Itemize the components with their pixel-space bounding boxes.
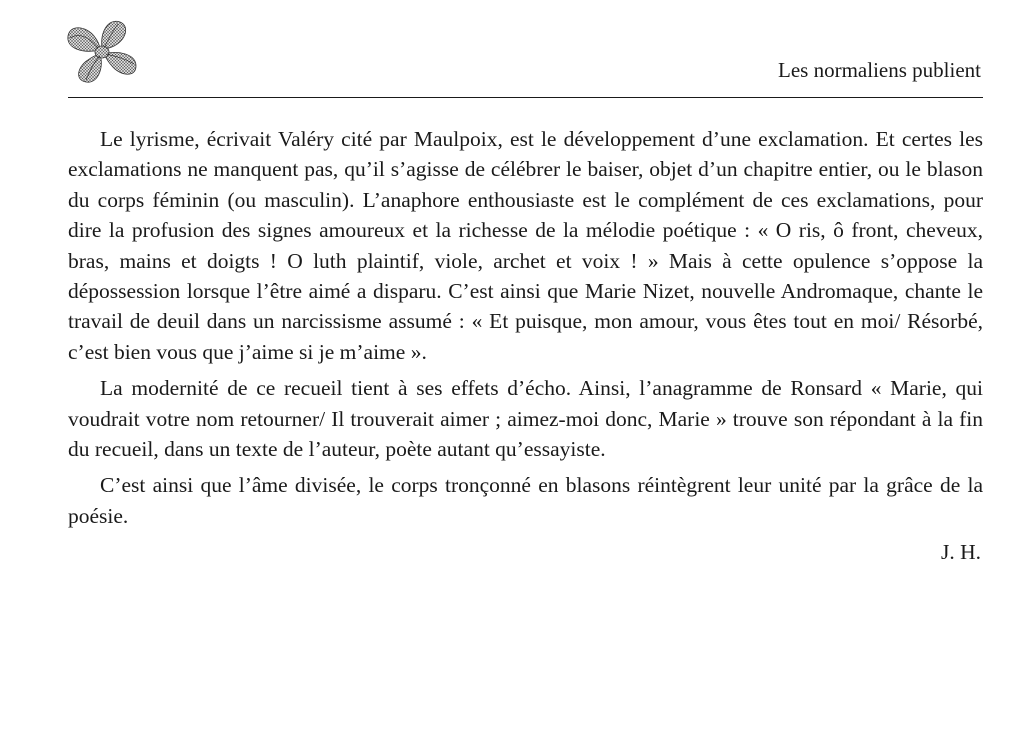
header-rule [68, 97, 983, 98]
article-body [68, 124, 983, 568]
paragraph: C’est ainsi que l’âme divisée, le corps tronçonné en blasons réintègrent leur unité par la grâce de la poésie. [68, 473, 983, 528]
knot-surface-icon [60, 14, 144, 90]
author-signature: J. H. [940, 540, 981, 565]
paragraph: Le lyrisme, écrivait Valéry cité par Maulpoix, est le développement d’une exclamation. Et certes les exclamations ne manquent pas, qu’il s’agisse de célébrer le baiser, objet d’un chapitre entier, ou le blason du corps féminin (ou masculin). L’anaphore enthousiaste est le complément de ces exclamations, pour dire la profusion des signes amoureux et la richesse de la mélodie poétique : « O ris, ô front, cheveux, bras, mains et doigts ! O luth plaintif, viole, archet et voix ! » Mais à cette opulence s’oppose la dépossession lorsque l’être aimé a disparu. C’est ainsi que Marie Nizet, nouvelle Andromaque, chante le travail de deuil dans un narcissisme assumé : « Et puisque, mon amour, vous êtes tout en moi/ Résorbé, c’est bien vous que j’aime si je m’aime ». [68, 127, 983, 364]
running-header: Les normaliens publient [778, 58, 981, 82]
paragraph: La modernité de ce recueil tient à ses effets d’écho. Ainsi, l’anagramme de Ronsard « Marie, qui voudrait votre nom retourner/ Il trouverait aimer ; aimez-moi donc, Marie » trouve son répondant à la fin du recueil, dans un texte de l’auteur, poète autant qu’essayiste. [68, 376, 983, 462]
